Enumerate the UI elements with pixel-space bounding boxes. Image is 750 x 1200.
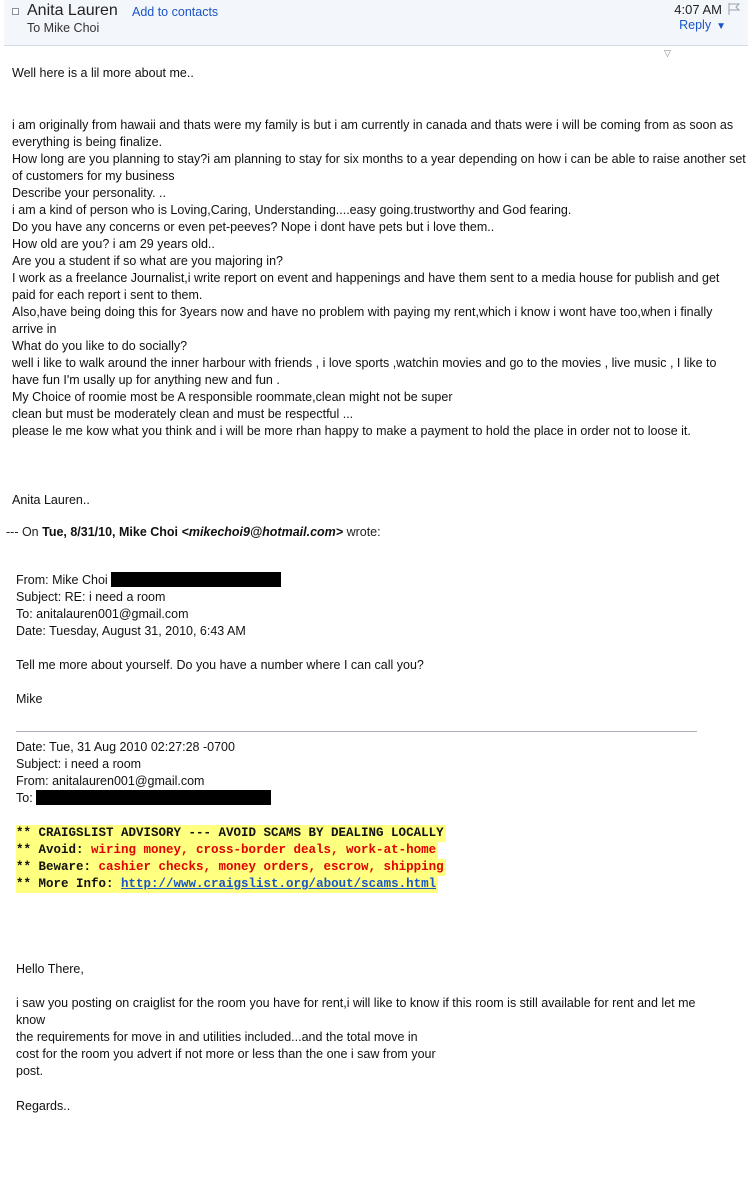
advisory-beware: ** Beware: cashier checks, money orders, escrow, shipping xyxy=(16,860,444,874)
body-line: What do you like to do socially? xyxy=(12,339,188,353)
quoted-sign: Mike xyxy=(16,692,43,706)
hello-line: Hello There, xyxy=(16,962,84,976)
quote-suffix: wrote: xyxy=(343,525,381,539)
original-line: post. xyxy=(16,1064,44,1078)
original-date: Date: Tue, 31 Aug 2010 02:27:28 -0700 xyxy=(16,740,235,754)
body-line: i am a kind of person who is Loving,Caring, Understanding....easy going.trustworthy and God fearing. xyxy=(12,203,572,217)
original-subject: Subject: i need a room xyxy=(16,757,142,771)
quoted-to: To: anitalauren001@gmail.com xyxy=(16,607,189,621)
body-line: i am originally from hawaii and thats were my family is but i am currently in canada and thats were i will be coming from as soon as everything is being finalize. xyxy=(12,118,737,149)
quote-header xyxy=(6,524,381,541)
quoted-body: Tell me more about yourself. Do you have a number where I can call you? xyxy=(16,658,424,672)
body-line: I work as a freelance Journalist,i write report on event and happenings and have them sent to a media house for publish and get paid for each report i sent to them. xyxy=(12,271,723,302)
scams-info-link[interactable]: http://www.craigslist.org/about/scams.html xyxy=(121,877,437,891)
original-line: cost for the room you advert if not more or less than the one i saw from your xyxy=(16,1047,436,1061)
body-line: How long are you planning to stay?i am planning to stay for six months to a year depending on how i can be able to raise another set of customers for my business xyxy=(12,152,750,183)
reply-button[interactable] xyxy=(679,18,726,32)
body-line: Do you have any concerns or even pet-peeves? Nope i dont have pets but i love them.. xyxy=(12,220,495,234)
signature: Anita Lauren.. xyxy=(12,493,90,507)
body-line: clean but must be moderately clean and must be respectful ... xyxy=(12,407,354,421)
body-line: Are you a student if so what are you majoring in? xyxy=(12,254,283,268)
reply-dropdown-icon[interactable]: ▼ xyxy=(716,21,726,32)
quoted-reply-sign xyxy=(16,691,716,708)
quoted-reply xyxy=(16,572,716,640)
advisory-title: ** CRAIGSLIST ADVISORY --- AVOID SCAMS BY DEALING LOCALLY xyxy=(16,826,444,840)
body-line: My Choice of roomie most be A responsible roommate,clean might not be super xyxy=(12,390,453,404)
sender-name[interactable]: Anita Lauren xyxy=(27,2,118,19)
original-headers xyxy=(16,739,716,807)
original-regards xyxy=(16,1098,716,1115)
quote-prefix: --- On xyxy=(6,525,43,539)
advisory-avoid: ** Avoid: wiring money, cross-border deals, work-at-home xyxy=(16,843,437,857)
original-hello xyxy=(16,961,716,978)
original-line: the requirements for move in and utilities included...and the total move in xyxy=(16,1030,418,1044)
divider xyxy=(16,731,697,732)
original-from: From: anitalauren001@gmail.com xyxy=(16,774,205,788)
signature-block xyxy=(12,492,746,509)
message-header xyxy=(4,0,748,46)
expand-arrow-icon[interactable]: ▽ xyxy=(664,48,671,58)
select-checkbox[interactable] xyxy=(12,8,19,15)
advisory-info: ** More Info: http://www.craigslist.org/about/scams.html xyxy=(16,877,437,891)
craigslist-advisory xyxy=(16,825,446,893)
recipient-line: To Mike Choi xyxy=(27,21,100,35)
quoted-subject: Subject: RE: i need a room xyxy=(16,590,166,604)
quoted-reply-body xyxy=(16,657,716,674)
original-line: i saw you posting on craiglist for the room you have for rent,i will like to know if this room is still available for rent and let me know xyxy=(16,996,699,1027)
body-line: well i like to walk around the inner harbour with friends , i love sports ,watchin movies and go to the movies , live music , I like to have fun I'm usally up for anything new and fun . xyxy=(12,356,720,387)
redaction-bar xyxy=(111,572,281,587)
body-line: How old are you? i am 29 years old.. xyxy=(12,237,215,251)
message-body xyxy=(12,65,746,82)
quote-date: Tue, 8/31/10, Mike Choi xyxy=(42,525,179,539)
quoted-date: Date: Tuesday, August 31, 2010, 6:43 AM xyxy=(16,624,246,638)
body-line: please le me kow what you think and i will be more rhan happy to make a payment to hold the place in order not to loose it. xyxy=(12,424,691,438)
original-to: To: xyxy=(16,790,716,807)
body-line: Describe your personality. .. xyxy=(12,186,166,200)
flag-icon[interactable] xyxy=(727,2,741,16)
quoted-from: From: Mike Choi xyxy=(16,572,716,589)
original-body xyxy=(16,995,706,1080)
add-to-contacts-link[interactable]: Add to contacts xyxy=(132,5,219,19)
body-line: Also,have being doing this for 3years now and have no problem with paying my rent,which i know i wont have too,when i finally arrive in xyxy=(12,305,716,336)
redaction-bar xyxy=(36,790,271,805)
greeting-line: Well here is a lil more about me.. xyxy=(12,66,194,80)
message-time: 4:07 AM xyxy=(674,2,722,17)
regards-line: Regards.. xyxy=(16,1099,71,1113)
reply-label: Reply xyxy=(679,18,712,32)
quote-email[interactable]: <mikechoi9@hotmail.com> xyxy=(181,525,344,539)
message-paragraph xyxy=(12,117,750,440)
